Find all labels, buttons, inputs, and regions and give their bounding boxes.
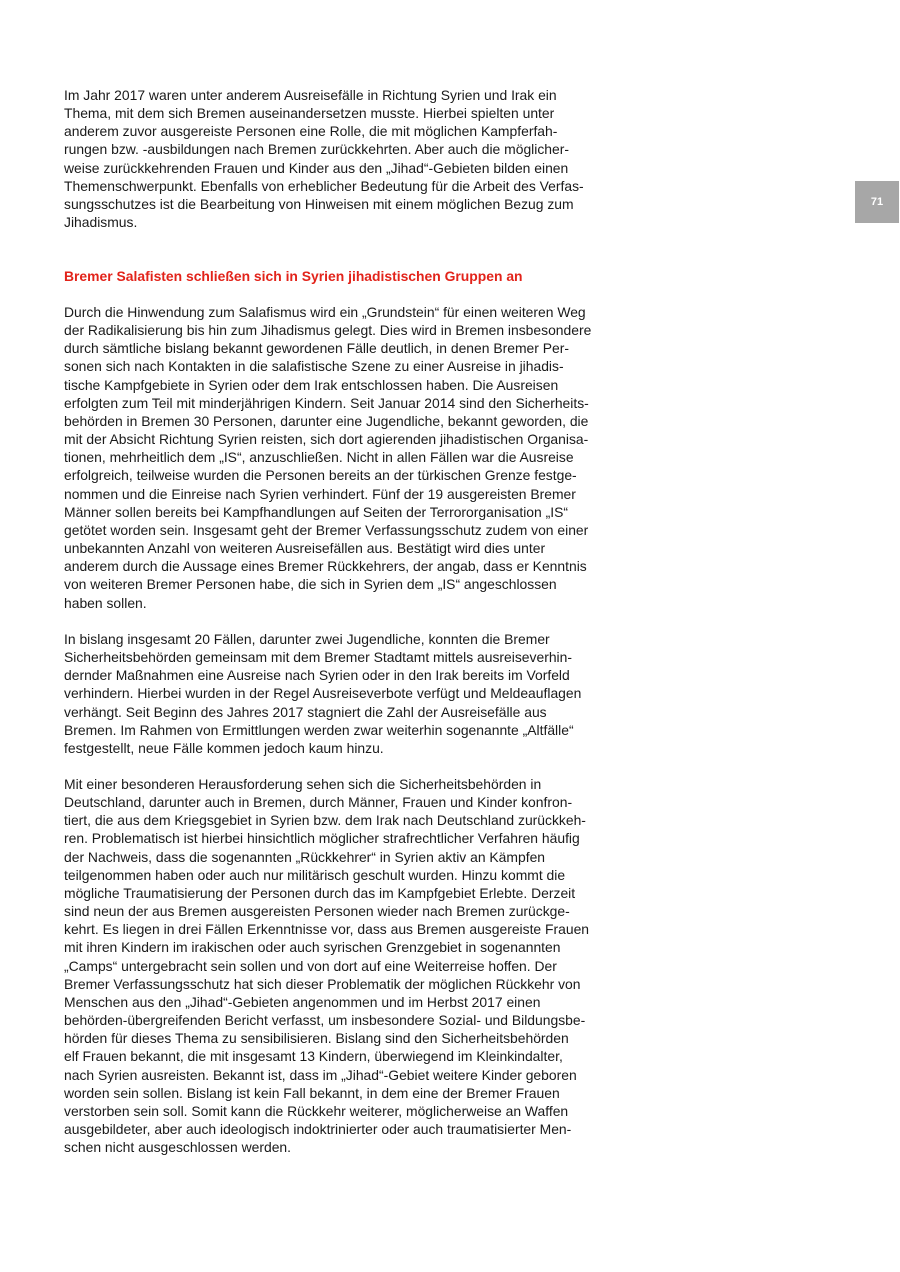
section-heading: Bremer Salafisten schließen sich in Syrien jihadistischen Gruppen an — [64, 268, 523, 284]
page-number-tab — [855, 181, 899, 223]
text-line: behörden-übergreifenden Bericht verfasst, um insbesondere Sozial- und Bildungsbe- — [64, 1012, 586, 1029]
text-line: mögliche Traumatisierung der Personen durch das im Kampfgebiet Erlebte. Derzeit — [64, 884, 576, 901]
text-line: Männer sollen bereits bei Kampfhandlungen auf Seiten der Terrororganisation „IS“ — [64, 503, 568, 520]
text-line: In bislang insgesamt 20 Fällen, darunter zwei Jugendliche, konnten die Bremer — [64, 631, 550, 647]
paragraph-prevented-departures — [64, 630, 581, 757]
text-line: Jihadismus. — [64, 214, 138, 231]
text-line: anderem zuvor ausgereiste Personen eine Rolle, die mit möglichen Kampferfah- — [64, 123, 558, 140]
text-line: Themenschwerpunkt. Ebenfalls von erheblicher Bedeutung für die Arbeit des Verfas- — [64, 177, 584, 194]
text-line: behörden in Bremen 30 Personen, darunter eine Jugendliche, bekannt geworden, die — [64, 412, 589, 429]
text-line: nommen und die Einreise nach Syrien verhindert. Fünf der 19 ausgereisten Bremer — [64, 485, 576, 502]
text-line: sungsschutzes ist die Bearbeitung von Hinweisen mit einem möglichen Bezug zum — [64, 195, 574, 212]
document-body — [64, 86, 616, 1156]
text-line: ren. Problematisch ist hierbei hinsichtlich möglicher strafrechtlicher Verfahren häufig — [64, 830, 580, 847]
text-line: verhängt. Seit Beginn des Jahres 2017 stagniert die Zahl der Ausreisefälle aus — [64, 703, 547, 720]
text-line: Bremen. Im Rahmen von Ermittlungen werden zwar weiterhin sogenannte „Altfälle“ — [64, 721, 574, 738]
text-line: teilgenommen haben oder auch nur militärisch geschult wurden. Hinzu kommt die — [64, 866, 566, 883]
text-line: anderem durch die Aussage eines Bremer Rückkehrers, der angab, dass er Kenntnis — [64, 558, 587, 575]
intro-paragraph — [64, 86, 616, 231]
text-line: festgestellt, neue Fälle kommen jedoch kaum hinzu. — [64, 739, 384, 756]
text-line: hörden für dieses Thema zu sensibilisieren. Bislang sind den Sicherheitsbehörden — [64, 1030, 569, 1047]
text-line: mit der Absicht Richtung Syrien reisten, sich dort agierenden jihadistischen Organisa- — [64, 431, 589, 448]
text-line: mit ihren Kindern im irakischen oder auch syrischen Grenzgebiet in sogenannten — [64, 939, 561, 956]
text-line: weise zurückkehrenden Frauen und Kinder aus den „Jihad“-Gebieten bilden einen — [64, 159, 569, 176]
text-line: von weiteren Bremer Personen habe, die sich in Syrien dem „IS“ angeschlossen — [64, 576, 557, 593]
text-line: Durch die Hinwendung zum Salafismus wird ein „Grundstein“ für einen weiteren Weg — [64, 304, 586, 320]
text-line: Sicherheitsbehörden gemeinsam mit dem Bremer Stadtamt mittels ausreiseverhin- — [64, 649, 572, 666]
text-line: worden sein sollen. Bislang ist kein Fall bekannt, in dem eine der Bremer Frauen — [64, 1084, 560, 1101]
text-line: kehrt. Es liegen in drei Fällen Erkenntnisse vor, dass aus Bremen ausgereiste Frauen — [64, 921, 590, 938]
text-line: sonen sich nach Kontakten in die salafistische Szene zu einer Ausreise in jihadis- — [64, 358, 564, 375]
text-line: Thema, mit dem sich Bremen auseinandersetzen musste. Hierbei spielten unter — [64, 105, 555, 122]
text-line: durch sämtliche bislang bekannt gewordenen Fälle deutlich, in denen Bremer Per- — [64, 340, 569, 357]
text-line: tionen, mehrheitlich dem „IS“, anzuschließen. Nicht in allen Fällen war die Ausreise — [64, 449, 574, 466]
text-line: Im Jahr 2017 waren unter anderem Ausreisefälle in Richtung Syrien und Irak ein — [64, 87, 557, 103]
text-line: unbekannten Anzahl von weiteren Ausreisefällen aus. Bestätigt wird dies unter — [64, 540, 546, 557]
text-line: ausgebildeter, aber auch ideologisch indoktrinierter oder auch traumatisierter Men- — [64, 1120, 572, 1137]
text-line: Deutschland, darunter auch in Bremen, durch Männer, Frauen und Kinder konfron- — [64, 794, 573, 811]
text-line: elf Frauen bekannt, die mit insgesamt 13 Kindern, überwiegend im Kleinkindalter, — [64, 1048, 563, 1065]
text-line: schen nicht ausgeschlossen werden. — [64, 1139, 292, 1156]
text-line: verhindern. Hierbei wurden in der Regel Ausreiseverbote verfügt und Meldeauflagen — [64, 685, 582, 702]
text-line: Bremer Verfassungsschutz hat sich dieser Problematik der möglichen Rückkehr von — [64, 975, 581, 992]
text-line: Menschen aus den „Jihad“-Gebieten angenommen und im Herbst 2017 einen — [64, 993, 541, 1010]
text-line: erfolgten zum Teil mit minderjährigen Kindern. Seit Januar 2014 sind den Sicherheits- — [64, 394, 589, 411]
text-line: der Nachweis, dass die sogenannten „Rückkehrer“ in Syrien aktiv an Kämpfen — [64, 848, 546, 865]
text-line: dernder Maßnahmen eine Ausreise nach Syrien oder in den Irak bereits im Vorfeld — [64, 667, 570, 684]
text-line: haben sollen. — [64, 594, 147, 611]
text-line: sind neun der aus Bremen ausgereisten Personen wieder nach Bremen zurückge- — [64, 903, 570, 920]
text-line: rungen bzw. -ausbildungen nach Bremen zurückkehrten. Aber auch die möglicher- — [64, 141, 569, 158]
text-line: „Camps“ untergebracht sein sollen und von dort auf eine Weiterreise hoffen. Der — [64, 957, 557, 974]
text-line: tiert, die aus dem Kriegsgebiet in Syrien bzw. dem Irak nach Deutschland zurückkeh- — [64, 812, 586, 829]
text-line: der Radikalisierung bis hin zum Jihadismus gelegt. Dies wird in Bremen insbesondere — [64, 322, 592, 339]
paragraph-salafism — [64, 303, 591, 612]
text-line: tische Kampfgebiete in Syrien oder dem Irak entschlossen haben. Die Ausreisen — [64, 376, 559, 393]
text-line: verstorben sein soll. Somit kann die Rückkehr weiterer, möglicherweise an Waffen — [64, 1102, 569, 1119]
text-line: getötet worden sein. Insgesamt geht der Bremer Verfassungsschutz zudem von einer — [64, 521, 589, 538]
text-line: nach Syrien ausreisten. Bekannt ist, dass im „Jihad“-Gebiet weitere Kinder geboren — [64, 1066, 577, 1083]
text-line: erfolgreich, teilweise wurden die Personen bereits an der türkischen Grenze festge- — [64, 467, 577, 484]
paragraph-returnees — [64, 775, 589, 1156]
text-line: Mit einer besonderen Herausforderung sehen sich die Sicherheitsbehörden in — [64, 776, 542, 792]
page-number: 71 — [870, 196, 884, 208]
